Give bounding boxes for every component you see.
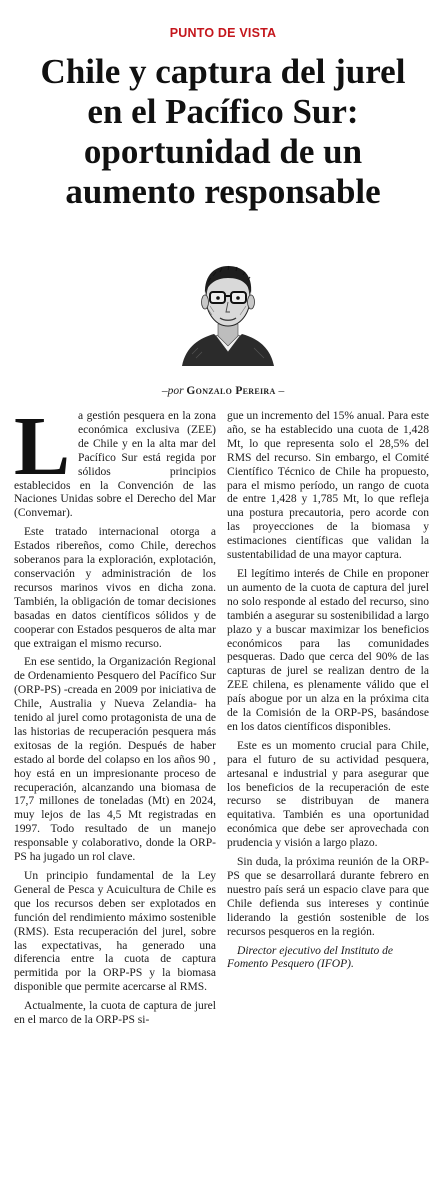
author-portrait [178,254,278,366]
byline [0,385,446,397]
article-paragraph: En ese sentido, la Organización Regional de Ordenamiento Pesquero del Pacífico Sur (ORP-PS) -creada en 2009 por iniciativa de Chile, Australia y Nueva Zelandia- ha tenido al jurel como protagonista de una de las historias de recuperación pesquera más exitosas de la región. Después de haber estado al borde del colapso en los años 90 , hoy está en un impresionante proceso de recuperación, alcanzando una biomasa de 17,7 millones de toneladas (Mt) en 2024, muy lejos de las 4,5 Mt registradas en 1997. Todo resultado de un manejo responsable y colaborativo, donde la ORP-PS ha jugado un rol clave. [14,656,216,864]
article-paragraph: Este es un momento crucial para Chile, para el futuro de su actividad pesquera, artesanal e industrial y para asegurar que los beneficios de la recuperación de este recurso se distribuyan de manera equitativa. También es una oportunidad económica que debe ser aprovechada con prudencia y visión a largo plazo. [227,739,429,850]
headline [0,52,446,212]
article-paragraph: Sin duda, la próxima reunión de la ORP-PS que se desarrollará durante febrero en nuestro país será un espacio clave para que Chile defienda sus intereses y continúe liderando la gestión sostenible de los recursos pesqueros en la región. [227,856,429,938]
drop-cap: L [14,400,71,493]
article-paragraph: El legítimo interés de Chile en proponer un aumento de la cuota de captura del jurel no solo responde al estado del recurso, sino también a asegurar su sostenibilidad a largo plazo y a buscar maximizar los beneficios económicos para las comunidades pesqueras. Dado que cerca del 90% de las capturas de jurel se realizan dentro de la ZEE chilena, es plenamente válido que el país abogue por un alza en la próxima cita de la Comisión de la ORP-PS, basándose en los datos científicos disponibles. [227,567,429,733]
author-name: Gonzalo Pereira [186,385,276,397]
article-paragraph: Actualmente, la cuota de captura de jurel en el marco de la ORP-PS si- [14,1000,216,1027]
article-column-right [227,410,429,977]
byline-prefix: –por [161,385,184,397]
paragraph-text: a gestión pesquera en la zona económica exclusiva (ZEE) de Chile y en la alta mar del Pacífico Sur está regida por sólidos principios establecidos en la Convención de las Naciones Unidas sobre el Derecho del Mar (Convemar). [14,410,216,520]
section-kicker: PUNTO DE VISTA [169,26,277,40]
headline-line: oportunidad de un [83,132,363,171]
article-paragraph: Un principio fundamental de la Ley General de Pesca y Acuicultura de Chile es que los recursos deben ser explotados en función del rendimiento máximo sostenible (RMS). Esta recuperación del jurel, sobre las expectativas, ha generado una diferencia entre la cuota de captura permitida por la ORP-PS y la biomasa disponible que permite acercarse al RMS. [14,870,216,994]
headline-line: Chile y captura del jurel [40,52,406,91]
headline-line: aumento responsable [65,172,381,211]
byline-suffix: – [278,385,285,397]
author-signature: Director ejecutivo del Instituto de Fomento Pesquero (IFOP). [227,944,394,971]
article-paragraph: gue un incremento del 15% anual. Para este año, se ha establecido una cuota de 1,428 Mt, lo que representa solo el 28,5% del RMS del recurso. Sin embargo, el Comité Científico Técnico de Chile ha propuesto, para el mismo período, un rango de cuota de entre 1,428 y 1,785 Mt, lo que refleja una postura precautoria, pero acorde con las proyecciones de la biomasa y estimaciones científicas que validan la sustentabilidad de una mayor captura. [227,410,429,562]
article-column-left [14,400,216,1033]
article-paragraph: Este tratado internacional otorga a Estados ribereños, como Chile, derechos soberanos para la exploración, explotación, conservación y administración de los recursos marinos vivos en dicha zona. También, la obligación de tomar decisiones basadas en datos científicos sólidos y de cooperar con Estados pesqueros de alta mar que extraigan el mismo recurso. [14,526,216,650]
article-paragraph [14,400,216,521]
headline-line: en el Pacífico Sur: [87,92,359,131]
